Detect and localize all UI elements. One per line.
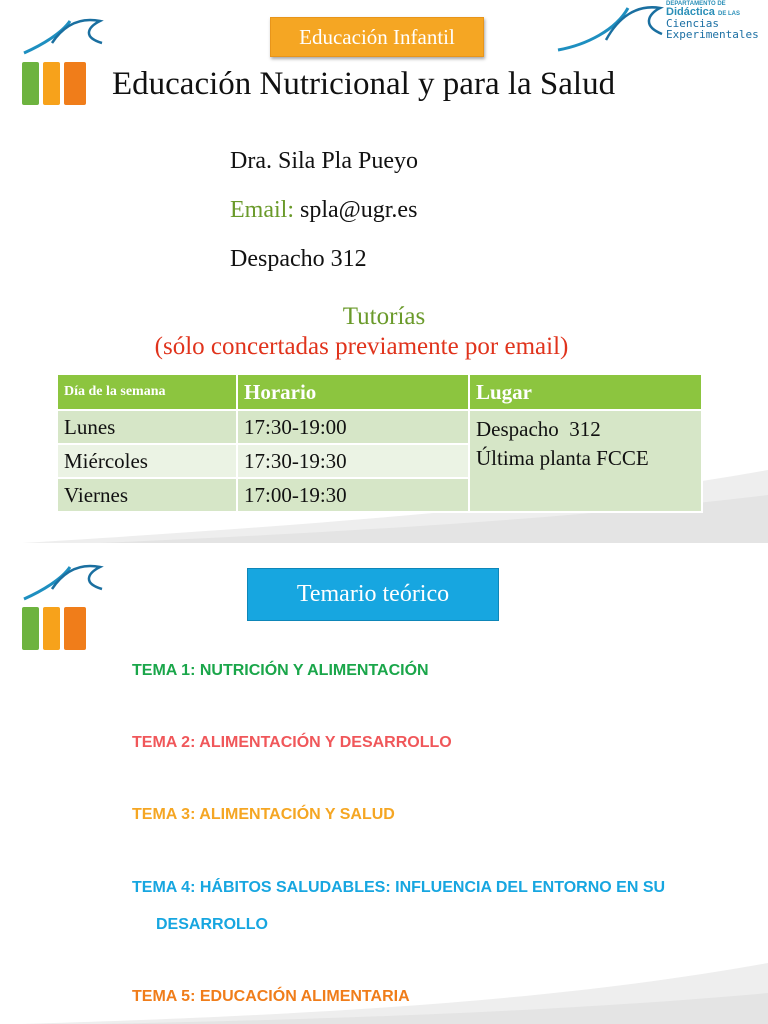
tutorias-table [56, 373, 703, 513]
dept-line1: DEPARTAMENTO DE [666, 1, 726, 7]
day-cell: Viernes [57, 478, 237, 512]
dept-line2: Didáctica DE LAS [666, 6, 740, 18]
time-cell: 17:00-19:30 [237, 478, 469, 512]
tema-2: TEMA 2: ALIMENTACIÓN Y DESARROLLO [132, 734, 452, 751]
temario-button[interactable]: Temario teórico [247, 568, 499, 621]
email-line [230, 197, 417, 224]
col-header-place: Lugar [469, 374, 702, 410]
tema-4-continued: DESARROLLO [156, 916, 268, 933]
table-row [57, 410, 702, 444]
color-bars-icon [22, 62, 86, 105]
time-cell: 17:30-19:00 [237, 410, 469, 444]
place-line2: Última planta FCCE [476, 446, 649, 470]
table-header-row [57, 374, 702, 410]
color-bars-icon [22, 607, 86, 650]
tema-4: TEMA 4: HÁBITOS SALUDABLES: INFLUENCIA DEL ENTORNO EN SU [132, 879, 666, 896]
email-address[interactable]: spla@ugr.es [299, 197, 418, 223]
dept-line4: Experimentales [666, 28, 759, 41]
tema-3: TEMA 3: ALIMENTACIÓN Y SALUD [132, 806, 395, 823]
course-badge: Educación Infantil [270, 17, 484, 57]
department-logo-text [666, 1, 759, 40]
tutorias-subtitle: (sólo concertadas previamente por email) [154, 333, 569, 360]
swirl-logo-icon [22, 561, 104, 603]
tema-1: TEMA 1: NUTRICIÓN Y ALIMENTACIÓN [132, 662, 429, 679]
col-header-time: Horario [237, 374, 469, 410]
office: Despacho 312 [230, 246, 367, 272]
col-header-day: Día de la semana [57, 374, 237, 410]
tutorias-title: Tutorías [342, 303, 426, 330]
teacher-name: Dra. Sila Pla Pueyo [230, 148, 418, 174]
day-cell: Miércoles [57, 444, 237, 478]
slide-2 [0, 543, 768, 1024]
place-cell [469, 410, 702, 512]
day-cell: Lunes [57, 410, 237, 444]
tema-5: TEMA 5: EDUCACIÓN ALIMENTARIA [132, 988, 410, 1005]
swirl-logo-icon [22, 15, 104, 57]
page-title: Educación Nutricional y para la Salud [112, 66, 616, 102]
place-line1: Despacho 312 [476, 417, 601, 441]
time-cell: 17:30-19:30 [237, 444, 469, 478]
email-label: Email: [230, 197, 294, 223]
dept-line3: Ciencias [666, 17, 719, 30]
